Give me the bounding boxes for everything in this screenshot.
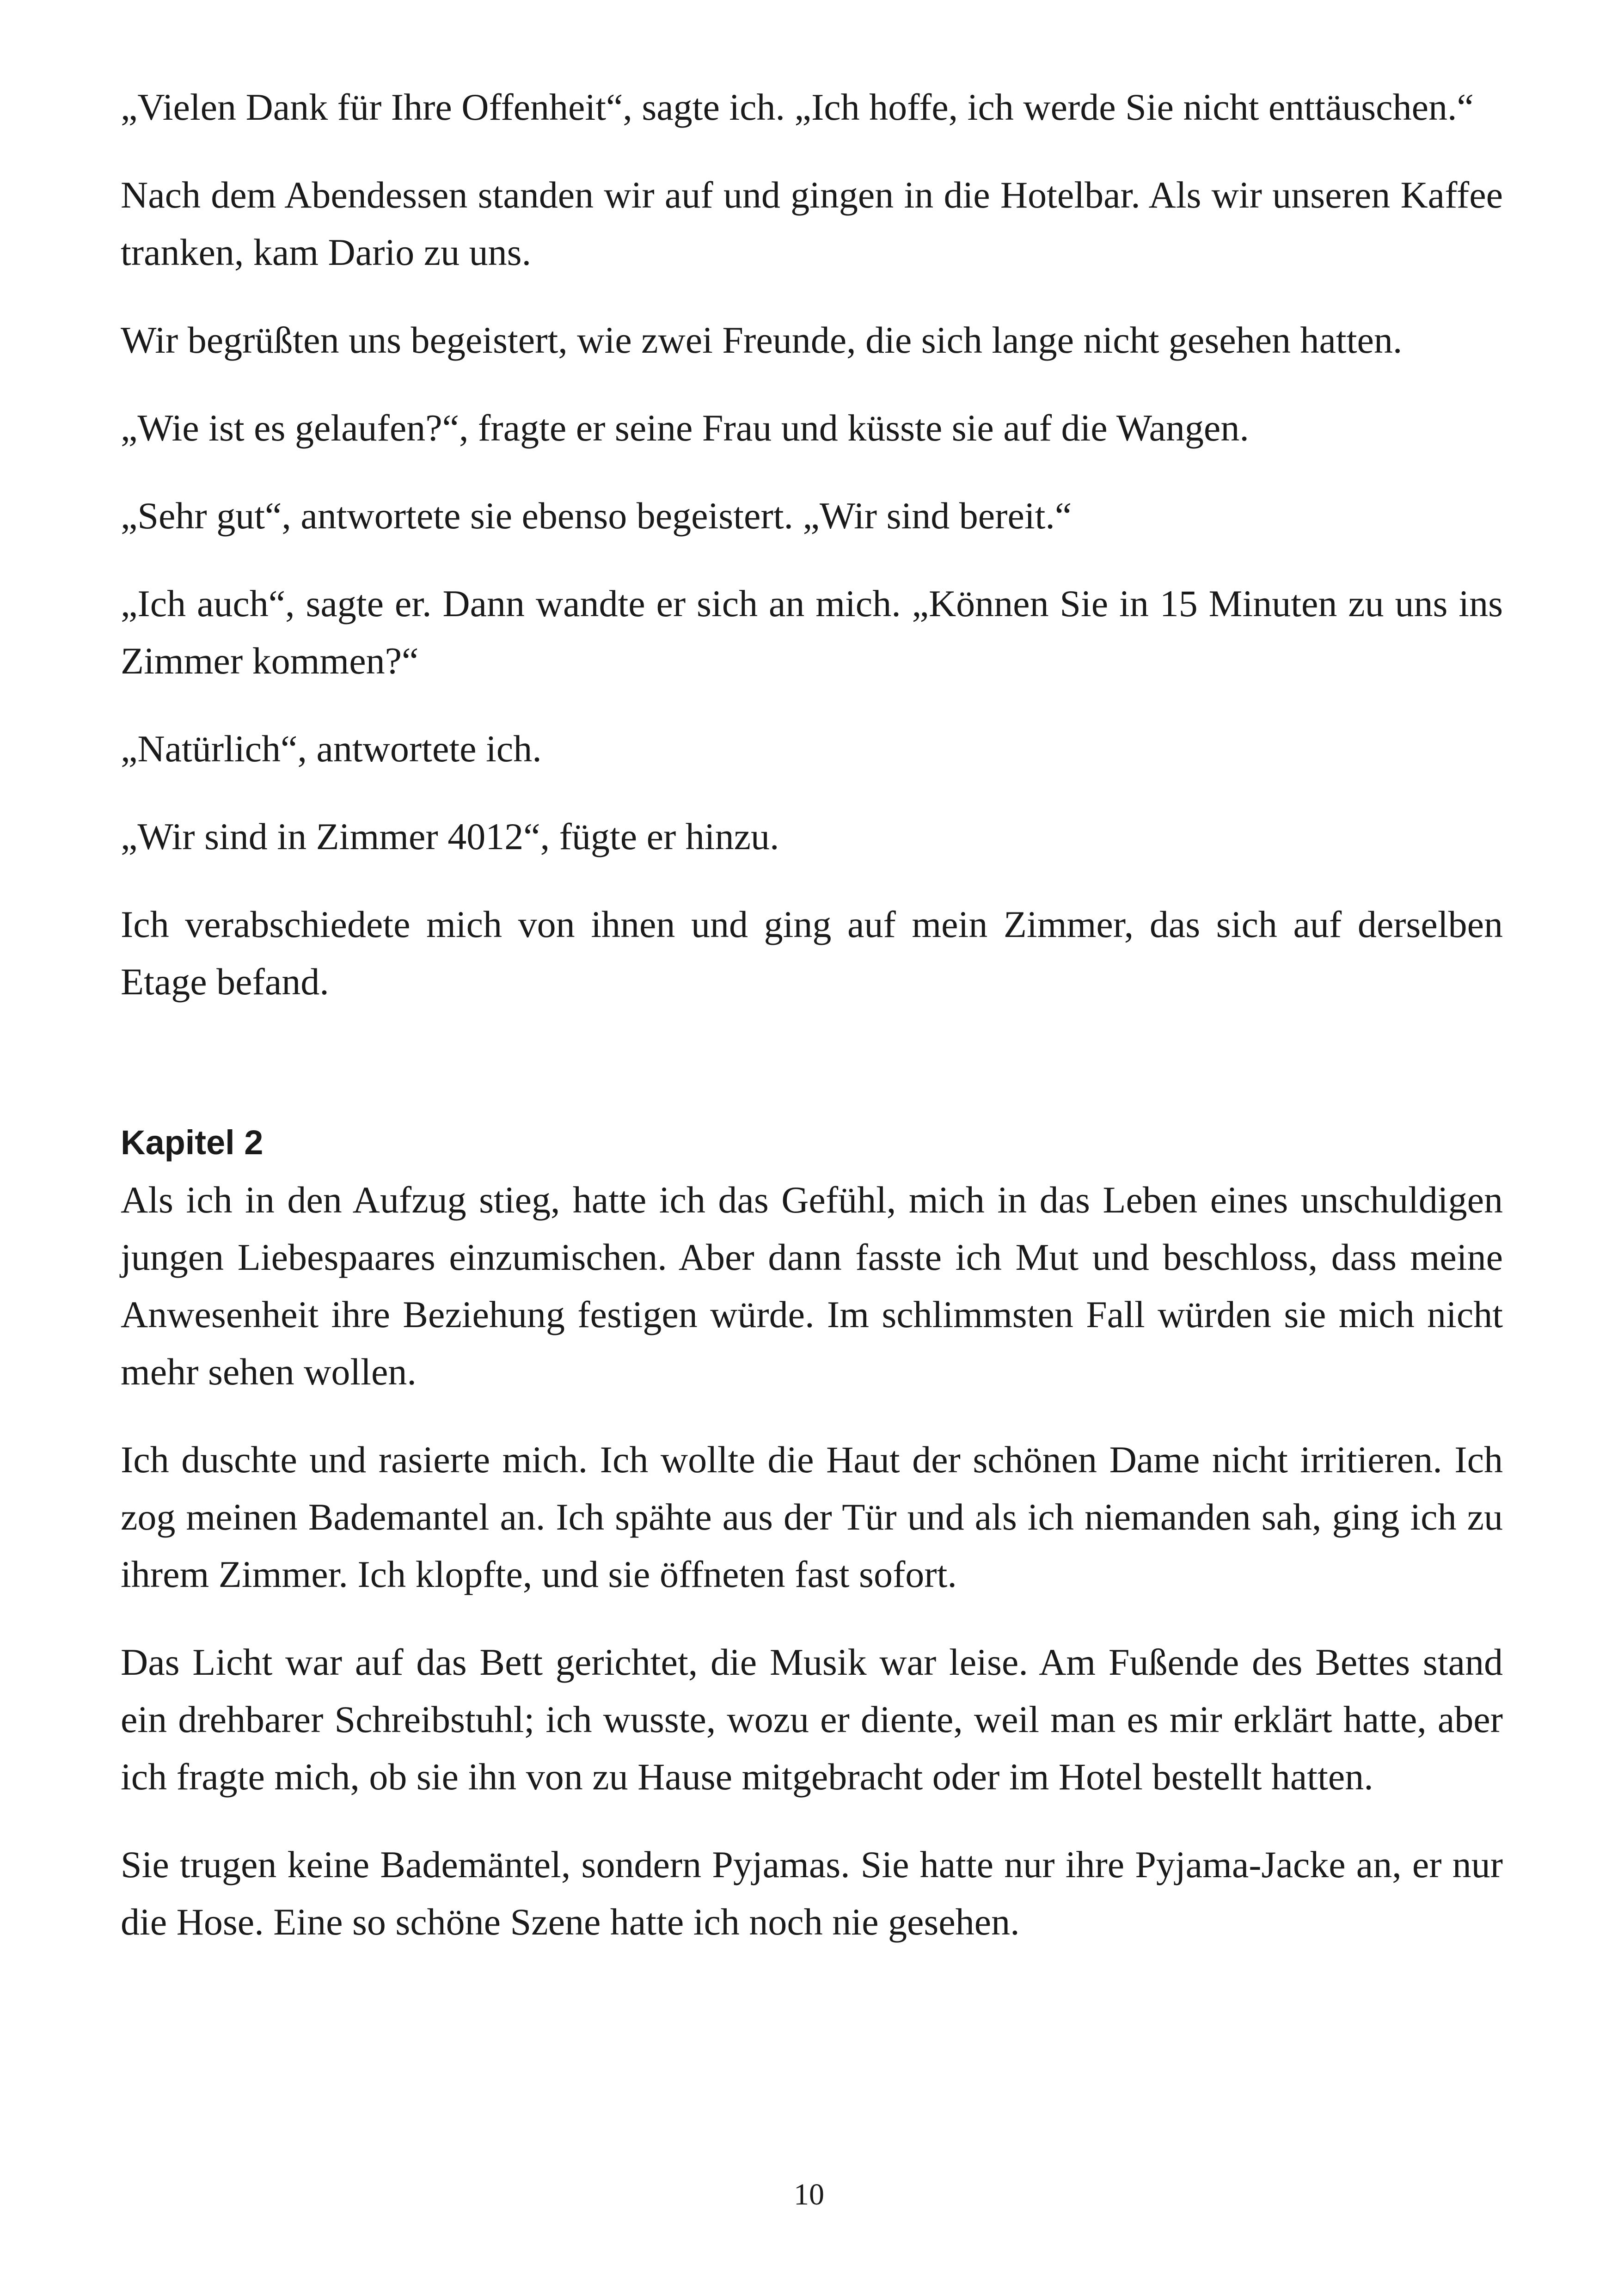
paragraph: „Wir sind in Zimmer 4012“, fügte er hinzu. bbox=[121, 815, 779, 857]
paragraph: „Ich auch“, sagte er. Dann wandte er sich an mich. „Können Sie in 15 Minuten zu uns ins Zimmer kommen?“ bbox=[121, 582, 1503, 682]
page-body bbox=[121, 79, 1503, 1981]
paragraph: „Sehr gut“, antwortete sie ebenso begeistert. „Wir sind bereit.“ bbox=[121, 495, 1072, 537]
paragraph: Nach dem Abendessen standen wir auf und gingen in die Hotelbar. Als wir unseren Kaffee tranken, kam Dario zu uns. bbox=[121, 174, 1503, 273]
paragraph: Wir begrüßten uns begeistert, wie zwei Freunde, die sich lange nicht gesehen hatten. bbox=[121, 319, 1403, 361]
paragraph: „Natürlich“, antwortete ich. bbox=[121, 728, 542, 770]
page-number: 10 bbox=[794, 2178, 824, 2211]
paragraph: Ich verabschiedete mich von ihnen und ging auf mein Zimmer, das sich auf derselben Etage befand. bbox=[121, 903, 1503, 1003]
paragraph: Sie trugen keine Bademäntel, sondern Pyjamas. Sie hatte nur ihre Pyjama-Jacke an, er nur die Hose. Eine so schöne Szene hatte ich noch nie gesehen. bbox=[121, 1843, 1503, 1943]
paragraph: Ich duschte und rasierte mich. Ich wollte die Haut der schönen Dame nicht irritieren. Ich zog meinen Bademantel an. Ich spähte aus der Tür und als ich niemanden sah, ging ich zu ihrem Zimmer. Ich klopfte, und sie öffneten fast sofort. bbox=[121, 1439, 1503, 1595]
chapter-heading: Kapitel 2 bbox=[121, 1123, 264, 1162]
paragraph: Das Licht war auf das Bett gerichtet, die Musik war leise. Am Fußende des Bettes stand ein drehbarer Schreibstuhl; ich wusste, wozu er diente, weil man es mir erklärt hatte, aber ich fragte mich, ob sie ihn von zu Hause mitgebracht oder im Hotel bestellt hatten. bbox=[121, 1641, 1503, 1798]
paragraph: Als ich in den Aufzug stieg, hatte ich das Gefühl, mich in das Leben eines unschuldigen jungen Liebespaares einzumischen. Aber dann fasste ich Mut und beschloss, dass meine Anwesenheit ihre Beziehung festigen würde. Im schlimmsten Fall würden sie mich nicht mehr sehen wollen. bbox=[121, 1179, 1503, 1393]
paragraph: „Vielen Dank für Ihre Offenheit“, sagte ich. „Ich hoffe, ich werde Sie nicht enttäuschen.“ bbox=[121, 86, 1474, 128]
paragraph: „Wie ist es gelaufen?“, fragte er seine Frau und küsste sie auf die Wangen. bbox=[121, 407, 1249, 449]
